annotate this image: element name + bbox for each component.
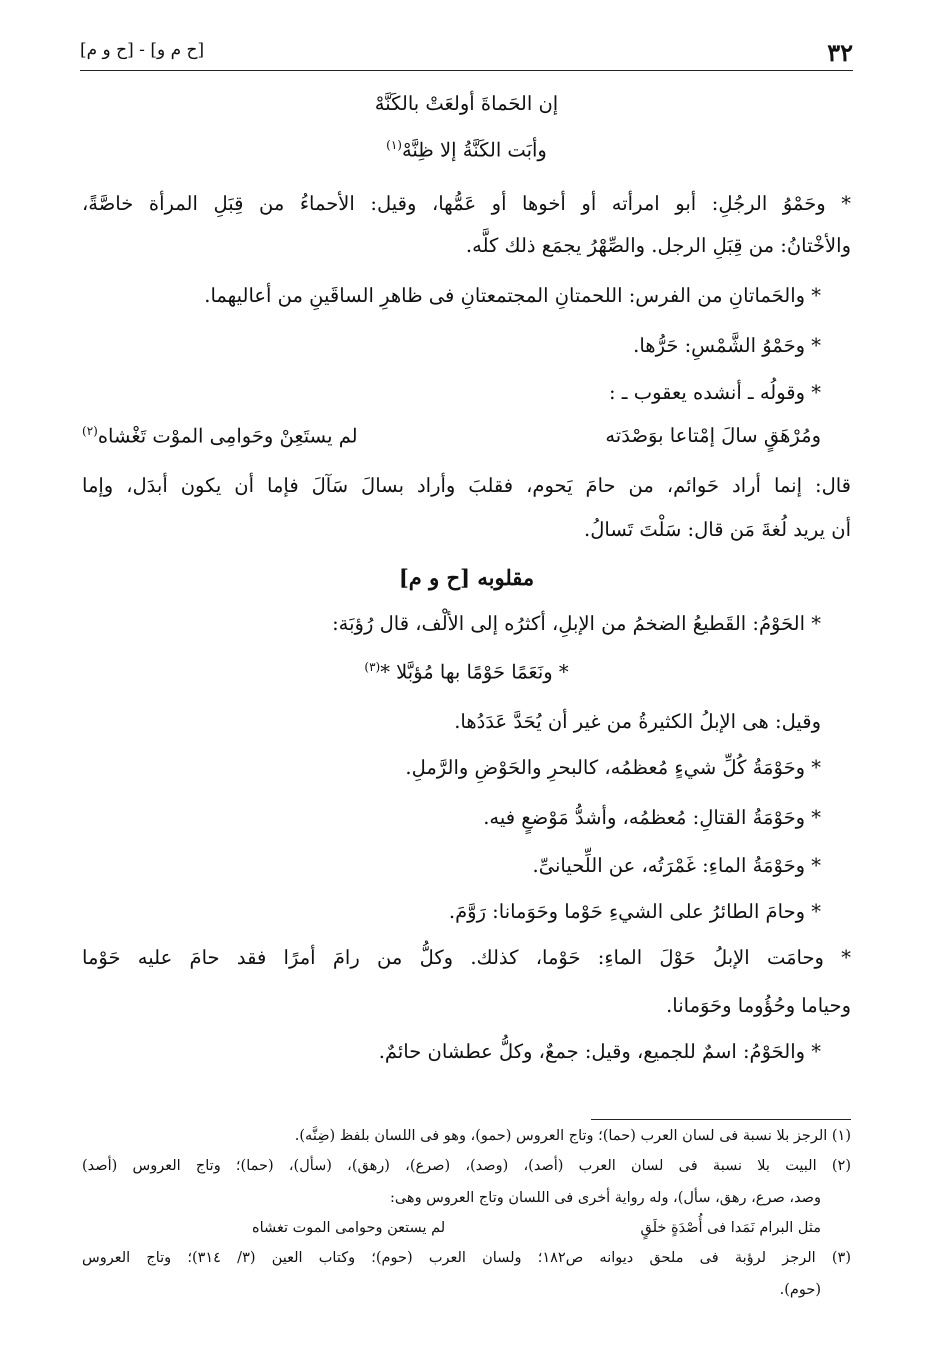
- footnote: (٣) الرجز لرؤبة فى ملحق ديوانه ص١٨٢؛ ولسان العرب (حوم)؛ وكتاب العين (٣/ ٣١٤)؛ وتاج العروس: [82, 1250, 852, 1266]
- text-line: وحياما وحُؤُوما وحَوَمانا.: [666, 994, 851, 1017]
- text-line: * الحَوْمُ: القَطيعُ الضخمُ من الإبلِ، أكثرُه إلى الألْف، قال رُؤبَة:: [332, 612, 821, 635]
- footnote-ref: (١): [386, 138, 402, 152]
- footnote: (٢) البيت بلا نسبة فى لسان العرب (أصد)، (وصد)، (صرع)، (رهق)، (سأل)، (حما)؛ وتاج العروس (أصد): [82, 1158, 851, 1174]
- verse-line: [82, 424, 821, 454]
- running-header: [80, 38, 853, 68]
- footnote-verse-second: لم يستعن وحوامى الموت تغشاه: [252, 1220, 446, 1236]
- text-line: * وحامَ الطائرُ على الشيءِ حَوْما وحَوَمانا: رَوَّمَ.: [448, 900, 821, 923]
- footnote-ref: (٢): [82, 424, 98, 438]
- footnote-verse: [82, 1220, 821, 1242]
- text-line: * وحَمْوُ الشَّمْسِ: حَرُّها.: [633, 334, 821, 357]
- page-number: ٣٢: [827, 38, 853, 67]
- footnote: (١) الرجز بلا نسبة فى لسان العرب (حما)؛ وتاج العروس (حمو)، وهو فى اللسان بلفظ (ضِنَّه).: [294, 1128, 851, 1144]
- verse-hemistich-first: ومُرْهَقٍ سالَ إمْتاعا بوَصْدَته: [605, 424, 821, 447]
- footnote-verse-first: مثل البرام نَمَدا فى أُصْدَةٍ خلَقٍ: [640, 1220, 821, 1236]
- header-title: [ح م و] - [ح و م]: [80, 40, 205, 60]
- verse-hemistich-second: لم يستَعِنْ وحَوامِى الموْت تَغْشاه$^{(٢)}$: [82, 424, 358, 448]
- poem-line: وأبَت الكَنَّةُ إلا ظِنَّهْ$^{(١)}$: [386, 138, 547, 162]
- footnote: (حوم).: [779, 1282, 821, 1298]
- text-line: قال: إنما أراد حَوائم، من حامَ يَحوم، فقلبَ وأراد بسالَ سَآلَ فإما أن يكون أبدَل، وإما: [82, 474, 851, 497]
- poem-line: إن الحَماةَ أولعَتْ بالكَنَّهْ: [374, 92, 559, 115]
- header-rule: [80, 70, 853, 71]
- footnote-ref: (٣): [364, 660, 381, 674]
- verse-line: * ونَعَمًا حَوْمًا بها مُؤبَّلا *$^{(٣)}$: [364, 660, 569, 684]
- text-line: أن يريد لُغةَ مَن قال: سَلْتَ تَسالُ.: [584, 518, 851, 541]
- text-line: * وحَمْوُ الرجُلِ: أبو امرأته أو أخوها أو عَمُّها، وقيل: الأحماءُ من قِبَلِ المرأة خاصَّةً،: [82, 192, 851, 215]
- text-line: والأخْتانُ: من قِبَلِ الرجل. والصِّهْرُ يجمَع ذلك كلَّه.: [465, 234, 851, 257]
- text-line: * وحَوْمَةُ الماءِ: غَمْرَتُه، عن اللِّحيانىِّ.: [532, 854, 821, 877]
- text-line: * وحامَت الإبلُ حَوْلَ الماءِ: حَوْما، كذلك. وكلُّ من رامَ أمرًا فقد حامَ عليه حَوْما: [82, 946, 851, 969]
- text-line: * والحَماتانِ من الفرس: اللحمتانِ المجتمعتانِ فى ظاهرِ الساقَينِ من أعاليهما.: [204, 284, 821, 307]
- footnote-rule: [591, 1119, 851, 1120]
- footnote: وصد، صرع، رهق، سأل)، وله رواية أخرى فى اللسان وتاج العروس وهى:: [389, 1190, 821, 1206]
- text-line: * والحَوْمُ: اسمٌ للجميع، وقيل: جمعٌ، وكلُّ عطشان حائمٌ.: [378, 1040, 821, 1063]
- text-line: * وقولُه ـ أنشده يعقوب ـ :: [609, 381, 821, 404]
- section-heading: مقلوبه [ح و م]: [398, 565, 535, 590]
- text-line: * وحَوْمَةُ كُلِّ شيءٍ مُعظمُه، كالبحرِ والحَوْضِ والرَّملِ.: [405, 756, 821, 779]
- text-line: وقيل: هى الإبلُ الكثيرةُ من غير أن يُحَدَّ عَدَدُها.: [454, 710, 821, 733]
- text-line: * وحَوْمَةُ القتالِ: مُعظمُه، وأشدُّ مَوْضعٍ فيه.: [483, 806, 821, 829]
